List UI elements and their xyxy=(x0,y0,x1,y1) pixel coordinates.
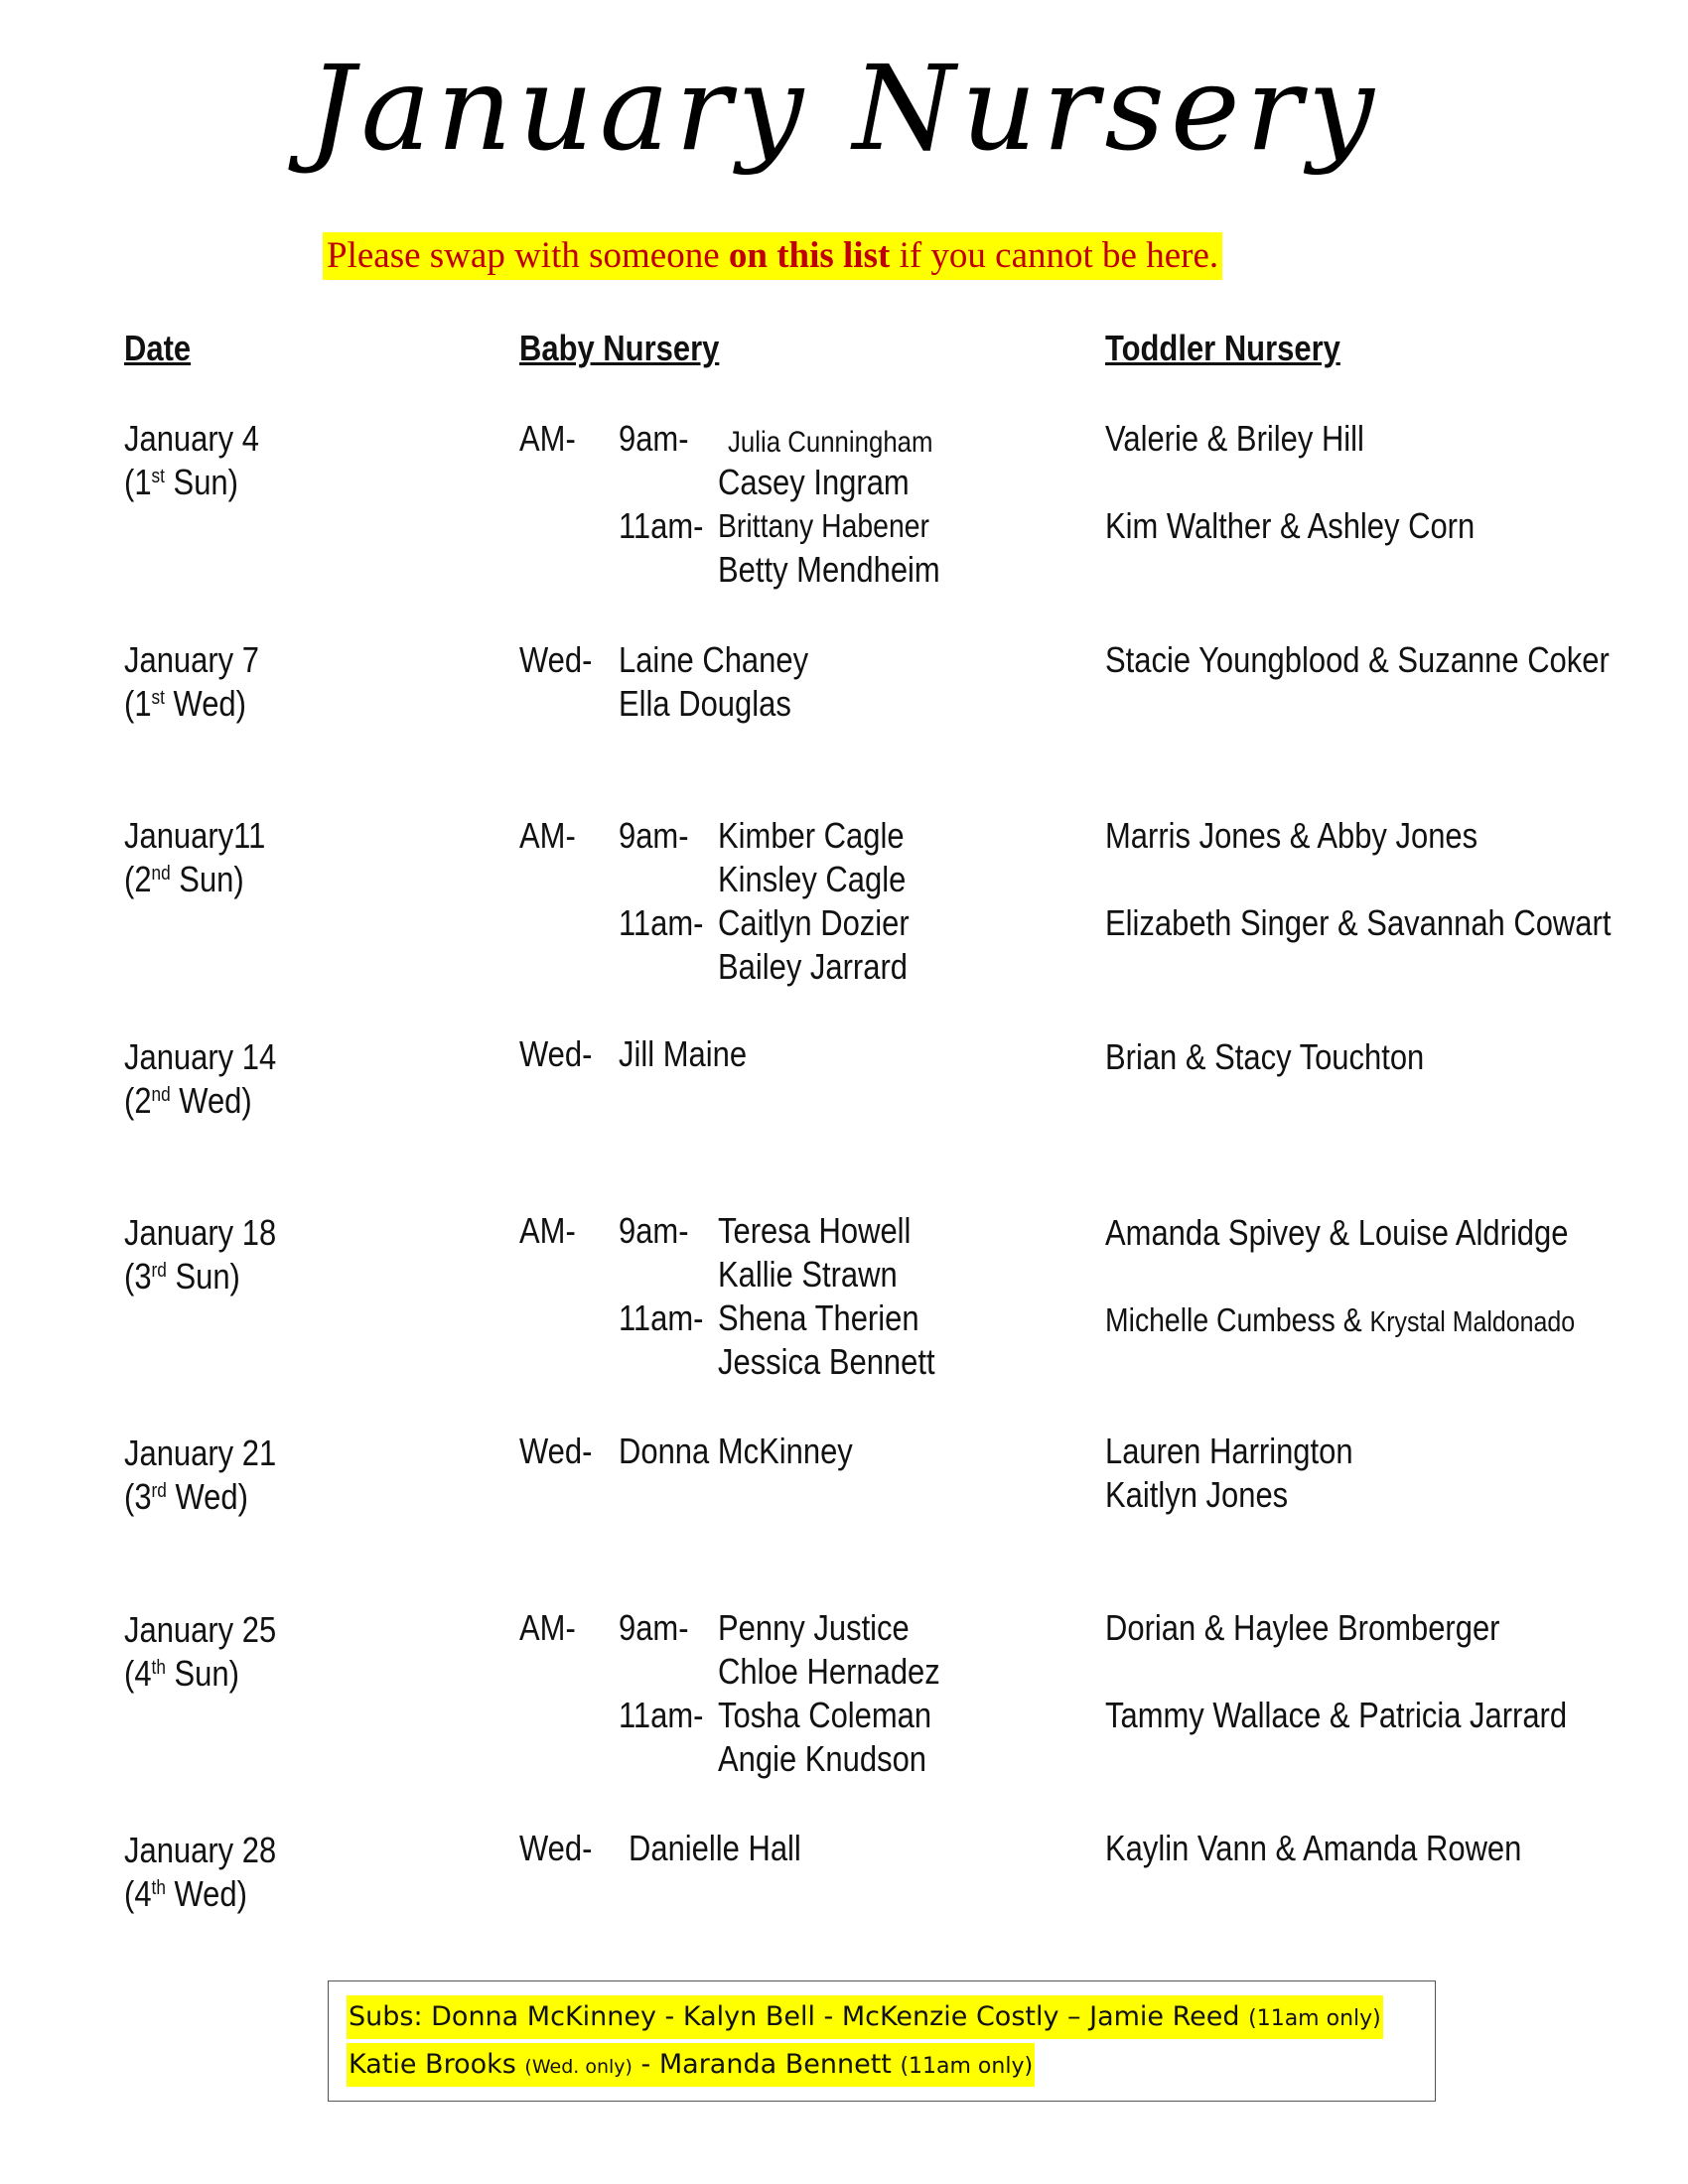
notice-text-after: if you cannot be here. xyxy=(890,235,1219,276)
time-slot: 11am- xyxy=(619,902,704,943)
subs-line-1: Subs: Donna McKinney - Kalyn Bell - McKenzie Costly – Jamie Reed (11am only) xyxy=(347,1995,1383,2039)
toddler-volunteers: Amanda Spivey & Louise Aldridge xyxy=(1105,1212,1569,1253)
time-slot: 9am- xyxy=(619,1607,689,1648)
baby-volunteer: Jessica Bennett xyxy=(718,1341,935,1382)
toddler-volunteers: Tammy Wallace & Patricia Jarrard xyxy=(1105,1695,1568,1735)
toddler-volunteers: Brian & Stacy Touchton xyxy=(1105,1036,1425,1077)
ordinal-day: (1st Sun) xyxy=(124,462,238,502)
time-slot: 11am- xyxy=(619,505,704,546)
toddler-volunteers: Michelle Cumbess & Krystal Maldonado xyxy=(1105,1301,1576,1338)
date-cell: January11 xyxy=(124,815,266,856)
ordinal-day: (3rd Sun) xyxy=(124,1256,240,1297)
service-label: AM- xyxy=(519,418,576,459)
subs-box xyxy=(328,1980,1436,2102)
time-slot: 9am- xyxy=(619,815,689,856)
toddler-volunteers: Dorian & Haylee Bromberger xyxy=(1105,1607,1500,1648)
toddler-volunteers: Stacie Youngblood & Suzanne Coker xyxy=(1105,639,1610,680)
date-cell: January 14 xyxy=(124,1036,277,1077)
notice-text-before: Please swap with someone xyxy=(327,235,729,276)
date-cell: January 25 xyxy=(124,1609,277,1650)
baby-volunteer: Brittany Habener xyxy=(718,507,929,544)
date-cell: January 28 xyxy=(124,1830,277,1870)
ordinal-day: (4th Wed) xyxy=(124,1873,247,1914)
baby-volunteer: Kinsley Cagle xyxy=(718,859,907,899)
baby-volunteer: Angie Knudson xyxy=(718,1738,927,1779)
time-slot: 11am- xyxy=(619,1297,704,1338)
service-label: AM- xyxy=(519,1210,576,1251)
baby-volunteer: Danielle Hall xyxy=(629,1828,801,1868)
baby-volunteer: Tosha Coleman xyxy=(718,1695,932,1735)
service-label: Wed- xyxy=(519,1033,593,1074)
toddler-volunteers: Elizabeth Singer & Savannah Cowart xyxy=(1105,902,1612,943)
baby-volunteer: Teresa Howell xyxy=(718,1210,912,1251)
date-cell: January 21 xyxy=(124,1433,277,1473)
baby-volunteer: Chloe Hernadez xyxy=(718,1651,940,1692)
ordinal-day: (3rd Wed) xyxy=(124,1476,248,1517)
toddler-volunteers: Kim Walther & Ashley Corn xyxy=(1105,505,1476,546)
baby-volunteer: Bailey Jarrard xyxy=(718,946,909,987)
baby-volunteer: Donna McKinney xyxy=(619,1431,853,1471)
baby-volunteer: Betty Mendheim xyxy=(718,549,940,590)
ordinal-day: (4th Sun) xyxy=(124,1653,239,1694)
baby-volunteer: Ella Douglas xyxy=(619,683,791,724)
page-title: January Nursery xyxy=(308,40,1380,177)
toddler-volunteers: Lauren Harrington xyxy=(1105,1431,1353,1471)
subs-line-2: Katie Brooks (Wed. only) - Maranda Bennett (11am only) xyxy=(347,2043,1035,2087)
baby-volunteer: Julia Cunningham xyxy=(728,426,933,459)
ordinal-day: (2nd Sun) xyxy=(124,859,244,899)
swap-notice xyxy=(323,232,1222,280)
toddler-nursery-column-header: Toddler Nursery xyxy=(1105,328,1340,368)
time-slot: 9am- xyxy=(619,1210,689,1251)
toddler-volunteers: Marris Jones & Abby Jones xyxy=(1105,815,1478,856)
time-slot: 11am- xyxy=(619,1695,704,1735)
service-label: AM- xyxy=(519,1607,576,1648)
time-slot: 9am- xyxy=(619,418,689,459)
notice-emphasis: on this list xyxy=(728,235,891,276)
baby-volunteer: Shena Therien xyxy=(718,1297,919,1338)
baby-volunteer: Penny Justice xyxy=(718,1607,910,1648)
baby-volunteer: Kallie Strawn xyxy=(718,1254,898,1295)
toddler-volunteers: Kaitlyn Jones xyxy=(1105,1474,1289,1515)
service-label: Wed- xyxy=(519,1828,593,1868)
date-cell: January 4 xyxy=(124,418,259,459)
date-column-header: Date xyxy=(124,328,192,368)
service-label: Wed- xyxy=(519,639,593,680)
baby-nursery-column-header: Baby Nursery xyxy=(519,328,720,368)
baby-volunteer: Caitlyn Dozier xyxy=(718,902,910,943)
toddler-volunteers: Kaylin Vann & Amanda Rowen xyxy=(1105,1828,1522,1868)
date-cell: January 18 xyxy=(124,1212,277,1253)
ordinal-day: (1st Wed) xyxy=(124,683,246,724)
service-label: AM- xyxy=(519,815,576,856)
baby-volunteer: Jill Maine xyxy=(619,1033,748,1074)
service-label: Wed- xyxy=(519,1431,593,1471)
ordinal-day: (2nd Wed) xyxy=(124,1080,252,1121)
baby-volunteer: Laine Chaney xyxy=(619,639,809,680)
date-cell: January 7 xyxy=(124,639,259,680)
baby-volunteer: Casey Ingram xyxy=(718,462,910,502)
baby-volunteer: Kimber Cagle xyxy=(718,815,905,856)
toddler-volunteers: Valerie & Briley Hill xyxy=(1105,418,1364,459)
